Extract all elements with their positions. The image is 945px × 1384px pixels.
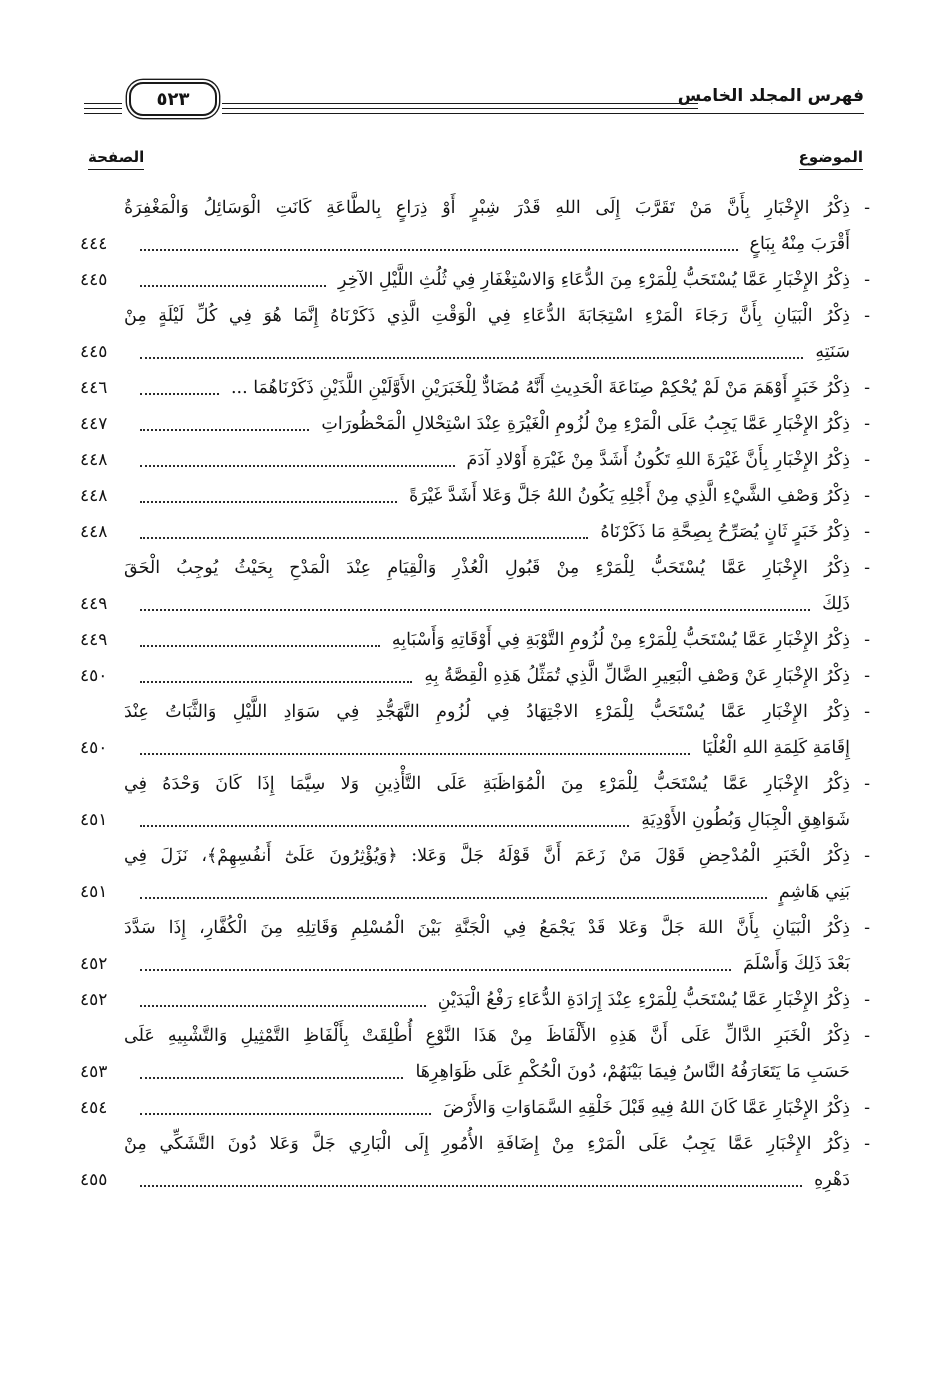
entry-text: أَقْرَبَ مِنْهُ بِبَاعٍ [749,234,850,254]
entry-page-number: ٤٤٩ [80,630,108,650]
entry-bullet-dash: - [864,1026,870,1046]
header-rule-left-top [84,103,122,104]
index-entry [80,1090,870,1126]
dot-leader [140,1113,431,1115]
entry-text: ذِكْرُ الْخَبَرِ الدَّالِّ عَلَى أَنَّ هَذِهِ الأَلْفَاظَ مِنْ هَذَا النَّوْعِ أُطْلِقَتْ بِأَلْفَاظِ التَّمْثِيلِ وَالتَّشْبِيهِ عَلَى [124,1026,850,1046]
dot-leader [140,285,326,287]
header-rule-right-top [222,103,698,104]
entry-text: إِقَامَةِ كَلِمَةِ اللهِ الْعُلْيَا [701,738,850,758]
entry-bullet-dash: - [864,702,870,722]
entry-text: بَنِي هَاشِمٍ [778,882,850,902]
entry-line [80,262,870,298]
index-entry [80,550,870,622]
entry-page-number: ٤٥٠ [80,738,108,758]
entry-line [80,1126,870,1162]
entry-bullet-dash: - [864,558,870,578]
entry-page-number: ٤٤٥ [80,342,108,362]
dot-leader [140,393,219,395]
entry-text: بَعْدَ ذَلِكَ وَأَسْلَمَ [743,954,850,974]
entry-page-number: ٤٤٤ [80,234,108,254]
entry-page-number: ٤٤٩ [80,594,108,614]
page-number: ٥٢٣ [156,88,190,110]
entry-bullet-dash: - [864,198,870,218]
header-rule-left-bottom [84,108,122,109]
dot-leader [140,357,803,359]
dot-leader [140,969,731,971]
entry-page-number: ٤٥٥ [80,1170,108,1190]
entry-text: حَسَبِ مَا يَتَعَارَفُهُ النَّاسُ فِيمَا بَيْنَهُمْ، دُونَ الْحُكْمِ عَلَى ظَوَاهِرِهَا [415,1062,850,1082]
entry-text: ذِكْرُ الإِخْبَارِ عَمَّا يَجِبُ عَلَى الْمَرْءِ مِنْ إِضَافَةِ الأُمُورِ إِلَى الْبَارِي جَلَّ وَعَلا دُونَ التَّشَكِّي مِنْ [124,1134,850,1154]
entry-bullet-dash: - [864,414,870,434]
entry-line [80,1162,870,1198]
entry-text: دَهْرِهِ [814,1170,850,1190]
entry-text: ذِكْرُ الإِخْبَارِ عَمَّا يُسْتَحَبُّ لِلْمَرْءِ مِنَ الْمُوَاظَبَةِ عَلَى التَّأْذِينِ وَلا سِيَّمَا إِذَا كَانَ وَحْدَهُ فِي [124,774,850,794]
index-entry [80,406,870,442]
entry-text: ذِكْرُ الإِخْبَارِ عَمَّا يَجِبُ عَلَى الْمَرْءِ مِنْ لُزُومِ الْغَيْرَةِ عِنْدَ اسْتِحْلالِ الْمَحْظُورَاتِ [321,414,850,434]
header-rule-left-extended [84,113,122,114]
index-entry [80,658,870,694]
entry-page-number: ٤٥٤ [80,1098,108,1118]
entry-line [80,442,870,478]
entry-page-number: ٤٥١ [80,810,108,830]
entry-text: ذَلِكَ [822,594,850,614]
entry-text: شَوَاهِقِ الْجِبَالِ وَبُطُونِ الأَوْدِيَةِ [641,810,850,830]
dot-leader [140,825,629,827]
entry-bullet-dash: - [864,1098,870,1118]
entry-line [80,478,870,514]
entry-line [80,766,870,802]
entry-text: ذِكْرُ الإِخْبَارِ عَنْ وَصْفِ الْبَعِيرِ الضَّالِّ الَّذِي تُمَثِّلُ هَذِهِ الْقِصَّةُ بِهِ [424,666,850,686]
entry-page-number: ٤٤٧ [80,414,108,434]
entry-line [80,1090,870,1126]
page-column-heading: الصفحة [88,148,144,170]
entry-line [80,802,870,838]
entry-bullet-dash: - [864,918,870,938]
entry-text: ذِكْرُ الإِخْبَارِ عَمَّا يُسْتَحَبُّ لِلْمَرْءِ مِنْ قَبُولِ الْعُذْرِ وَالْقِيَامِ عِنْدَ الْمَدْحِ بِحَيْثُ يُوجِبُ الْحَقَ [124,558,850,578]
index-entry [80,982,870,1018]
index-entry [80,298,870,370]
dot-leader [140,1185,802,1187]
dot-leader [140,537,588,539]
index-entry [80,262,870,298]
entry-bullet-dash: - [864,450,870,470]
dot-leader [140,1077,403,1079]
dot-leader [140,897,767,899]
entry-line [80,694,870,730]
entry-page-number: ٤٥٢ [80,990,108,1010]
entry-text: ذِكْرُ خَبَرٍ أَوْهَمَ مَنْ لَمْ يُحْكِمْ صِنَاعَةَ الْحَدِيثِ أَنَّهُ مُضَادٌّ لِلْخَبَرَيْنِ الأَوَّلَيْنِ اللَّذَيْنِ ذَكَرْنَاهُمَا ... [230,378,850,398]
header-rule-right-bottom [222,108,698,109]
dot-leader [140,501,397,503]
index-entry [80,766,870,838]
dot-leader [140,681,412,683]
index-entry [80,370,870,406]
volume-index-title: فهرس المجلد الخامس [677,86,864,106]
entry-text: ذِكْرُ الْبَيَانِ بِأَنَّ اللهَ جَلَّ وَعَلا قَدْ يَجْمَعُ فِي الْجَنَّةِ بَيْنَ الْمُسْلِمِ وَقَاتِلِهِ مِنَ الْكُفَّارِ، إِذَا سَدَّدَ [124,918,850,938]
entry-bullet-dash: - [864,666,870,686]
entry-line [80,838,870,874]
entry-text: ذِكْرُ الإِخْبَارِ عَمَّا يُسْتَحَبُّ لِلْمَرْءِ الاجْتِهَادُ فِي لُزُومِ التَّهَجُّدِ فِي سَوَادِ اللَّيْلِ وَالثَّبَاتُ عِنْدَ [124,702,850,722]
entry-line [80,1018,870,1054]
entry-text: ذِكْرُ الْخَبَرِ الْمُدْحِضِ قَوْلَ مَنْ زَعَمَ أَنَّ قَوْلَهُ جَلَّ وَعَلا: ﴿وَيُؤْثِرُونَ عَلَىٰٓ أَنفُسِهِمْ﴾، نَزَلَ فِي [124,846,850,866]
entry-bullet-dash: - [864,1134,870,1154]
index-entry [80,478,870,514]
entry-page-number: ٤٤٨ [80,522,108,542]
entry-text: ذِكْرُ الإِخْبَارِ بِأَنَّ غَيْرَةَ اللهِ تَكُونُ أَشَدَّ مِنْ غَيْرَةِ أَوْلادِ آدَمَ [466,450,850,470]
entry-line [80,406,870,442]
entry-line [80,1054,870,1090]
dot-leader [140,249,738,251]
entry-page-number: ٤٤٦ [80,378,108,398]
entry-bullet-dash: - [864,774,870,794]
entry-text: ذِكْرُ وَصْفِ الشَّيْءِ الَّذِي مِنْ أَجْلِهِ يَكُونُ اللهُ جَلَّ وَعَلا أَشَدَّ غَيْرَةً [409,486,850,506]
entry-line [80,370,870,406]
dot-leader [140,465,455,467]
entry-line [80,190,870,226]
header-rule-right-extended [222,113,864,114]
entry-line [80,730,870,766]
entry-page-number: ٤٤٨ [80,486,108,506]
dot-leader [140,429,309,431]
entry-text: ذِكْرُ خَبَرٍ ثَانٍ يُصَرِّحُ بِصِحَّةِ مَا ذَكَرْنَاهُ [600,522,850,542]
entry-bullet-dash: - [864,522,870,542]
entry-line [80,586,870,622]
entry-bullet-dash: - [864,486,870,506]
page-number-frame [129,82,217,116]
entry-bullet-dash: - [864,630,870,650]
entry-line [80,226,870,262]
index-entry [80,622,870,658]
entry-text: ذِكْرُ الإِخْبَارِ عَمَّا يُسْتَحَبُّ لِلْمَرْءِ عِنْدَ إِرَادَةِ الدُّعَاءِ رَفْعُ الْيَدَيْنِ [437,990,850,1010]
index-entries-list [80,190,870,1198]
entry-page-number: ٤٥١ [80,882,108,902]
entry-text: سَنَتِهِ [815,342,850,362]
entry-text: ذِكْرُ الإِخْبَارِ عَمَّا كَانَ اللهُ فِيهِ قَبْلَ خَلْقِهِ السَّمَاوَاتِ وَالأَرْضَ [442,1098,850,1118]
topic-column-heading: الموضوع [799,148,863,170]
entry-page-number: ٤٤٨ [80,450,108,470]
entry-bullet-dash: - [864,378,870,398]
entry-line [80,514,870,550]
entry-line [80,946,870,982]
entry-line [80,910,870,946]
entry-bullet-dash: - [864,306,870,326]
entry-line [80,658,870,694]
entry-line [80,874,870,910]
entry-bullet-dash: - [864,846,870,866]
dot-leader [140,753,690,755]
index-entry [80,910,870,982]
index-entry [80,190,870,262]
entry-bullet-dash: - [864,270,870,290]
entry-text: ذِكْرُ الإِخْبَارِ بِأَنَّ مَنْ تَقَرَّبَ إِلَى اللهِ قَدْرَ شِبْرٍ أَوْ ذِرَاعٍ بِالطَّاعَةِ كَانَتِ الْوَسَائِلُ وَالْمَغْفِرَةُ [124,198,850,218]
dot-leader [140,645,380,647]
entry-line [80,334,870,370]
running-header [84,82,864,122]
entry-line [80,622,870,658]
entry-bullet-dash: - [864,990,870,1010]
entry-page-number: ٤٥٢ [80,954,108,974]
index-entry [80,694,870,766]
entry-page-number: ٤٤٥ [80,270,108,290]
entry-line [80,298,870,334]
dot-leader [140,1005,426,1007]
entry-line [80,982,870,1018]
entry-page-number: ٤٥٠ [80,666,108,686]
index-entry [80,838,870,910]
index-entry [80,1018,870,1090]
index-entry [80,1126,870,1198]
index-entry [80,442,870,478]
entry-text: ذِكْرُ الْبَيَانِ بِأَنَّ رَجَاءَ الْمَرْءِ اسْتِجَابَةَ الدُّعَاءِ فِي الْوَقْتِ الَّذِي ذَكَرْنَاهُ إِنَّمَا هُوَ فِي كُلِّ لَيْلَةٍ مِنْ [124,306,850,326]
index-entry [80,514,870,550]
dot-leader [140,609,810,611]
entry-text: ذِكْرُ الإِخْبَارِ عَمَّا يُسْتَحَبُّ لِلْمَرْءِ مِنَ الدُّعَاءِ وَالاسْتِغْفَارِ فِي ثُلُثِ اللَّيْلِ الآخِرِ [338,270,850,290]
entry-text: ذِكْرُ الإِخْبَارِ عَمَّا يُسْتَحَبُّ لِلْمَرْءِ مِنْ لُزُومِ التَّوْبَةِ فِي أَوْقَاتِهِ وَأَسْبَابِهِ [391,630,850,650]
entry-page-number: ٤٥٣ [80,1062,108,1082]
entry-line [80,550,870,586]
